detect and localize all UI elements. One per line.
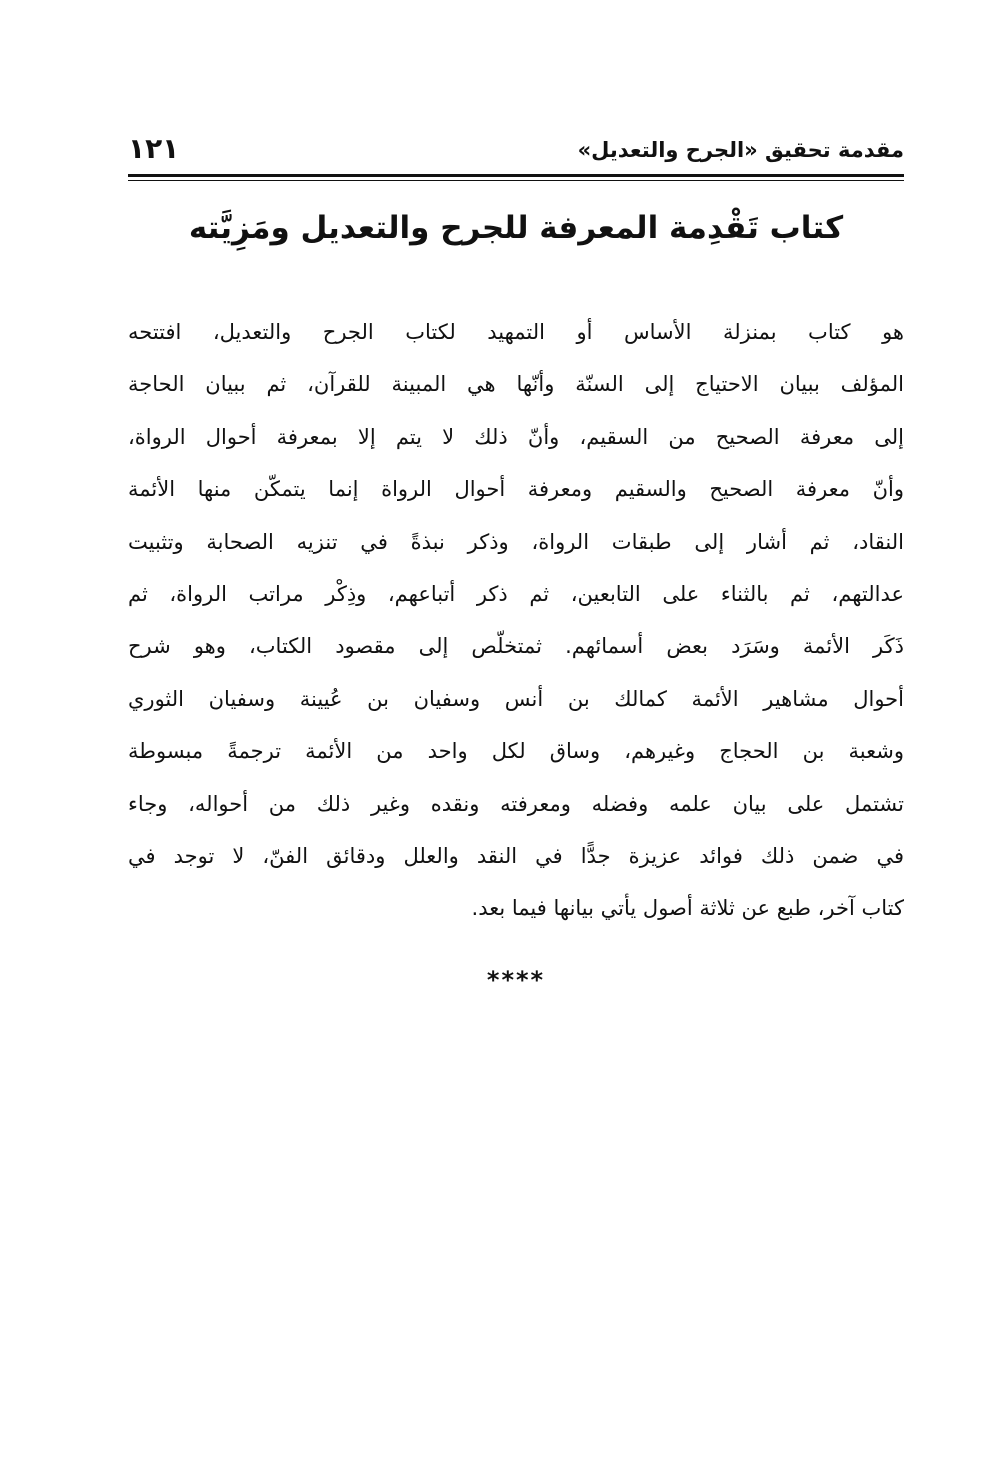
text-line: ذَكَر الأئمة وسَرَد بعض أسمائهم. ثمتخلّص إلى مقصود الكتاب، وهو شرح — [128, 634, 904, 659]
page-header — [128, 128, 904, 180]
running-title: مقدمة تحقيق «الجرح والتعديل» — [577, 138, 904, 162]
header-rule-thin — [128, 180, 904, 181]
text-line: تشتمل على بيان علمه وفضله ومعرفته ونقده وغير ذلك من أحواله، وجاء — [128, 791, 904, 816]
text-line: عدالتهم، ثم بالثناء على التابعين، ثم ذكر أتباعهم، وذِكْر مراتب الرواة، ثم — [128, 581, 904, 606]
text-line: كتاب آخر، طبع عن ثلاثة أصول يأتي بيانها فيما بعد. — [471, 896, 904, 921]
text-line: وشعبة بن الحجاج وغيرهم، وساق لكل واحد من الأئمة ترجمةً مبسوطة — [128, 739, 904, 764]
text-line: هو كتاب بمنزلة الأساس أو التمهيد لكتاب الجرح والتعديل، افتتحه — [128, 320, 904, 344]
text-line: النقاد، ثم أشار إلى طبقات الرواة، وذكر نبذةً في تنزيه الصحابة وتثبيت — [128, 529, 904, 554]
text-line: في ضمن ذلك فوائد عزيزة جدًّا في النقد والعلل ودقائق الفنّ، لا توجد في — [128, 843, 904, 868]
body-paragraph — [128, 306, 904, 935]
header-rule — [128, 174, 904, 177]
page-number: ١٢١ — [128, 132, 180, 165]
section-separator: **** — [486, 966, 546, 994]
text-line: وأنّ معرفة الصحيح والسقيم ومعرفة أحوال الرواة إنما يتمكّن منها الأئمة — [128, 477, 904, 502]
chapter-title: كتاب تَقْدِمة المعرفة للجرح والتعديل ومَزِيَّته — [188, 210, 844, 246]
text-line: إلى معرفة الصحيح من السقيم، وأنّ ذلك لا يتم إلا بمعرفة أحوال الرواة، — [128, 424, 904, 449]
text-line: أحوال مشاهير الأئمة كمالك بن أنس وسفيان بن عُيينة وسفيان الثوري — [128, 686, 904, 711]
text-line: المؤلف ببيان الاحتياج إلى السنّة وأنّها هي المبينة للقرآن، ثم ببيان الحاجة — [128, 372, 904, 397]
